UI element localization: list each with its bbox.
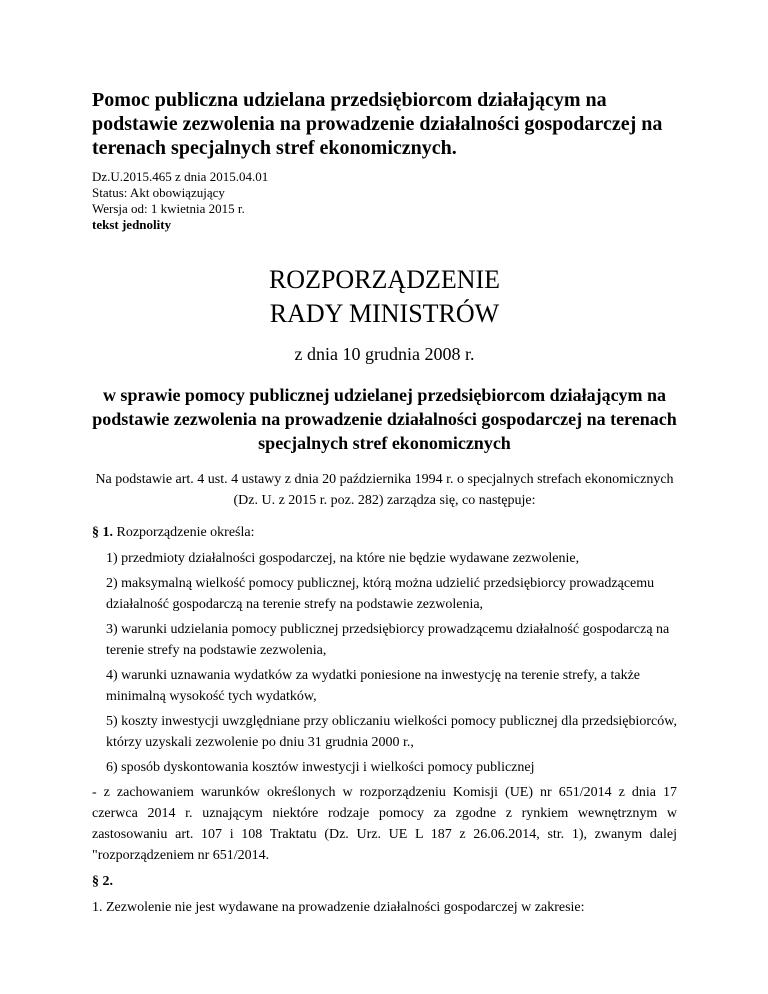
version-line: Wersja od: 1 kwietnia 2015 r. xyxy=(92,201,245,216)
section-1-items xyxy=(92,548,677,778)
section-1-closing: - z zachowaniem warunków określonych w rozporządzeniu Komisji (UE) nr 651/2014 z dnia 17 czerwca 2014 r. uznającym niektóre rodzaje pomocy za zgodne z rynkiem wewnętrznym w zastosowaniu art. 107 i 108 Traktatu (Dz. Urz. UE L 187 z 26.06.2014, str. 1), zwanym dalej "rozporządzeniem nr 651/2014. xyxy=(92,785,677,863)
list-item: 6) sposób dyskontowania kosztów inwestycji i wielkości pomocy publicznej xyxy=(106,760,535,775)
act-date: z dnia 10 grudnia 2008 r. xyxy=(294,344,475,364)
section-1 xyxy=(92,522,677,543)
list-item: 3) warunki udzielania pomocy publicznej przedsiębiorcy prowadzącemu działalność gospodarczą na terenie strefy na podstawie zezwolenia, xyxy=(106,622,670,658)
document-page xyxy=(92,88,677,918)
act-subject: w sprawie pomocy publicznej udzielanej przedsiębiorcom działającym na podstawie zezwolenia na prowadzenie działalności gospodarczej na terenach specjalnych stref ekonomicznych xyxy=(92,385,677,453)
list-item: 4) warunki uznawania wydatków za wydatki poniesione na inwestycję na terenie strefy, a także minimalną wysokość tych wydatków, xyxy=(106,668,640,704)
section-2-number: § 2. xyxy=(92,874,113,889)
status-line: Status: Akt obowiązujący xyxy=(92,185,225,200)
list-item: 2) maksymalną wielkość pomocy publicznej, którą można udzielić przedsiębiorcy prowadzącemu działalność gospodarczą na terenie strefy na podstawie zezwolenia, xyxy=(106,576,655,612)
act-type-line-1: ROZPORZĄDZENIE xyxy=(268,265,501,294)
section-1-intro: Rozporządzenie określa: xyxy=(116,525,255,540)
list-item: 5) koszty inwestycji uwzględniane przy obliczaniu wielkości pomocy publicznej dla przedsiębiorców, którzy uzyskali zezwolenie po dniu 31 grudnia 2000 r., xyxy=(106,714,677,750)
journal-reference: Dz.U.2015.465 z dnia 2015.04.01 xyxy=(92,169,269,184)
section-1-number: § 1. xyxy=(92,525,113,540)
preamble: Na podstawie art. 4 ust. 4 ustawy z dnia 20 października 1994 r. o specjalnych strefach ekonomicznych (Dz. U. z 2015 r. poz. 282) zarządza się, co następuje: xyxy=(95,472,674,508)
act-type-heading xyxy=(92,263,677,331)
document-meta xyxy=(92,169,677,233)
act-type-line-2: RADY MINISTRÓW xyxy=(269,299,500,328)
list-item: 1) przedmioty działalności gospodarczej, na które nie będzie wydawane zezwolenie, xyxy=(106,551,580,566)
document-title: Pomoc publiczna udzielana przedsiębiorcom działającym na podstawie zezwolenia na prowadzenie działalności gospodarczej na terenach specjalnych stref ekonomicznych. xyxy=(92,89,663,159)
section-2-paragraph-1: 1. Zezwolenie nie jest wydawane na prowadzenie działalności gospodarczej w zakresie: xyxy=(92,900,585,915)
text-type-label: tekst jednolity xyxy=(92,217,172,232)
